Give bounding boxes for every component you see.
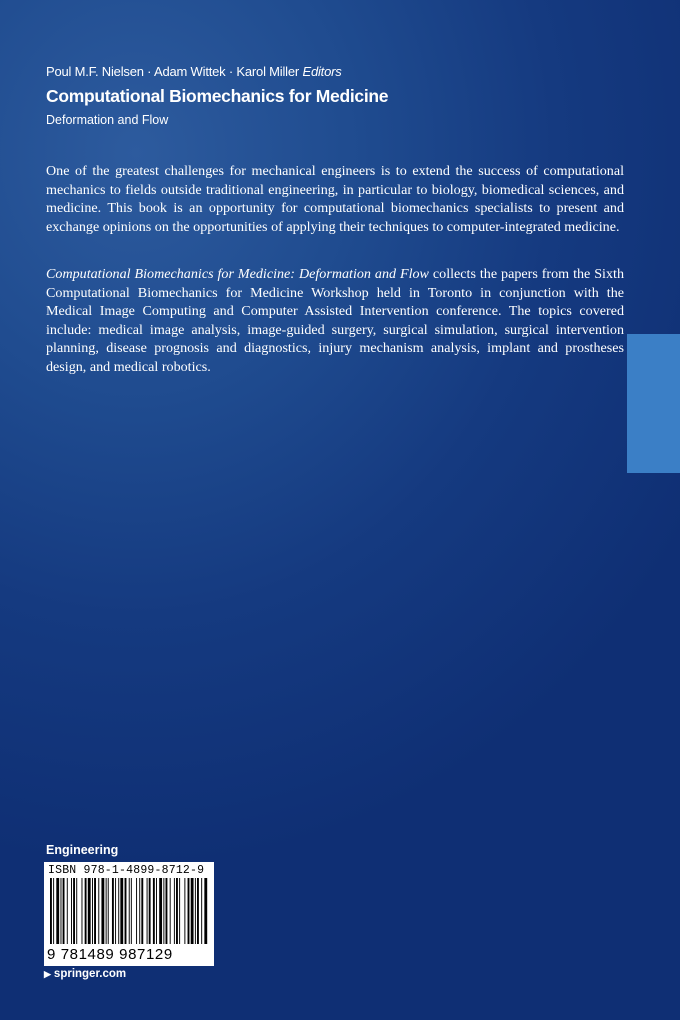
barcode-bar — [201, 878, 202, 944]
barcode-bar — [120, 878, 123, 944]
barcode-bar — [176, 878, 178, 944]
barcode-bar — [67, 878, 68, 944]
barcode-bar — [197, 878, 199, 944]
barcode-bar — [125, 878, 127, 944]
barcode-bar — [179, 878, 180, 944]
barcode-bar — [147, 878, 148, 944]
triangle-right-icon: ▶ — [44, 968, 51, 979]
subject-category: Engineering — [46, 843, 119, 857]
barcode-bar — [76, 878, 77, 944]
isbn-barcode — [44, 862, 214, 966]
barcode-bar — [129, 878, 130, 944]
barcode-bar — [166, 878, 168, 944]
editors-line — [46, 64, 342, 79]
barcode-bar — [184, 878, 185, 944]
book-subtitle: Deformation and Flow — [46, 113, 169, 127]
barcode-bar — [156, 878, 157, 944]
barcode-bar — [195, 878, 196, 944]
barcode-bar — [191, 878, 194, 944]
barcode-bars — [48, 878, 210, 946]
barcode-bar — [94, 878, 96, 944]
barcode-bar — [98, 878, 99, 944]
barcode-bar — [188, 878, 190, 944]
barcode-bar — [163, 878, 164, 944]
barcode-bar — [82, 878, 83, 944]
barcode-bar — [85, 878, 87, 944]
barcode-bar — [204, 878, 207, 944]
barcode-bar — [63, 878, 65, 944]
barcode-bar — [71, 878, 72, 944]
description-paragraph-2-text: collects the papers from the Sixth Computational Biomechanics for Medicine Workshop held in Toronto in conjunction with the Medical Image Computing and Computer Assisted Intervention conference. The topics covered include: medical image analysis, image-guided surgery, surgical simulation, surgical intervention planning, disease prognosis and diagnostics, injury mechanism analysis, implant and prostheses design, and medical robotics. — [46, 266, 624, 375]
barcode-bar — [73, 878, 75, 944]
barcode-bar — [139, 878, 140, 944]
barcode-bar — [106, 878, 107, 944]
barcode-bar — [61, 878, 62, 944]
barcode-bar — [56, 878, 59, 944]
barcode-bar — [50, 878, 52, 944]
barcode-bar — [174, 878, 175, 944]
barcode-bar — [115, 878, 116, 944]
barcode-bar — [141, 878, 143, 944]
description-paragraph-1: One of the greatest challenges for mechanical engineers is to extend the success of computational mechanics to fields outside traditional engineering, in particular to biology, biomedical sciences, and medicine. This book is an opportunity for computational biomechanics specialists to present and exchange opinions on the opportunities of applying their techniques to computer-integrated medicine. — [46, 163, 624, 235]
editors-names: Poul M.F. Nielsen · Adam Wittek · Karol Miller — [46, 64, 300, 79]
barcode-bar — [92, 878, 93, 944]
barcode-bar — [88, 878, 91, 944]
barcode-bar — [53, 878, 54, 944]
barcode-bar — [108, 878, 109, 944]
isbn-digits: 9 781489 987129 — [47, 946, 173, 963]
publisher-website[interactable] — [44, 968, 126, 980]
barcode-bar — [101, 878, 104, 944]
barcode-bar — [118, 878, 119, 944]
barcode-bar — [131, 878, 132, 944]
website-text: springer.com — [53, 968, 127, 980]
barcode-bar — [149, 878, 151, 944]
barcode-bar — [170, 878, 171, 944]
description-book-title: Computational Biomechanics for Medicine: Deformation and Flow — [46, 266, 429, 282]
barcode-bar — [159, 878, 162, 944]
barcode-bar — [136, 878, 137, 944]
barcode-bar — [153, 878, 155, 944]
editors-role: Editors — [302, 64, 342, 79]
barcode-bar — [112, 878, 114, 944]
description-paragraph-2 — [46, 265, 624, 377]
isbn-label: ISBN 978-1-4899-8712-9 — [48, 864, 205, 877]
book-title: Computational Biomechanics for Medicine — [46, 86, 389, 106]
spine-accent-tab — [627, 334, 680, 473]
